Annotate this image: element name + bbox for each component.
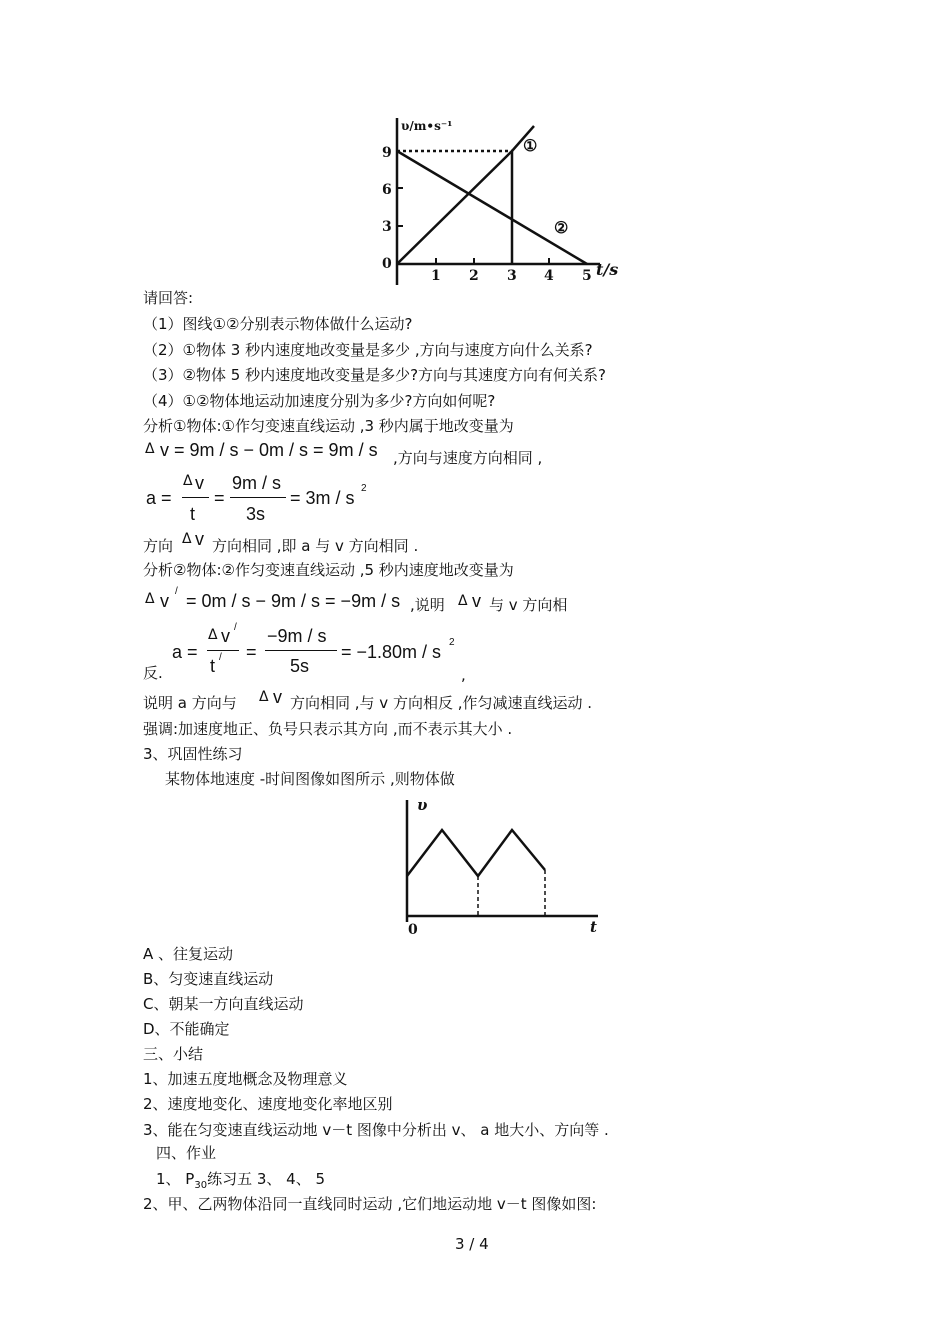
- summary-item-2: 2、速度地变化、速度地变化率地区别: [143, 1095, 393, 1113]
- analysis1-frac2-num: 9m / s: [232, 473, 282, 493]
- analysis2-comma: ,: [461, 666, 466, 684]
- homework-item-1-sub: 30: [194, 1180, 208, 1191]
- analysis1-frac2-den: 3s: [246, 504, 266, 524]
- questions-intro: 请回答:: [143, 289, 194, 307]
- graph1-xtick-4: 4: [544, 268, 554, 284]
- analysis2-explain-v: v: [472, 591, 481, 611]
- homework-item-1: [156, 1170, 325, 1195]
- analysis2-explain-tail: 与 v 方向相: [489, 596, 568, 614]
- analysis2-eq1: =: [246, 642, 257, 662]
- homework-item-1-post: 练习五 3、 4、 5: [207, 1170, 326, 1188]
- analysis1-frac1-den: t: [190, 504, 196, 524]
- analysis2-delta-v: v: [160, 591, 169, 611]
- question-2: （2）①物体 3 秒内速度地改变量是多少 ,方向与速度方向什么关系?: [143, 341, 593, 359]
- graph1-ytick-6: 6: [382, 182, 392, 198]
- analysis1-delta-tail: ,方向与速度方向相同 ,: [393, 449, 543, 467]
- delta-symbol: Δ: [458, 593, 468, 609]
- analysis1-dir-pre: 方向: [143, 537, 174, 555]
- graph1-ytick-0: 0: [382, 256, 392, 272]
- delta-symbol: Δ: [259, 689, 269, 705]
- analysis1-heading: 分析①物体:①作匀变速直线运动 ,3 秒内属于地改变量为: [143, 417, 514, 435]
- analysis2-heading: 分析②物体:②作匀变速直线运动 ,5 秒内速度地改变量为: [143, 561, 514, 579]
- summary-item-3: 3、能在匀变速直线运动地 v－t 图像中分析出 v、 a 地大小、方向等 .: [143, 1121, 609, 1139]
- analysis2-conclusion-v: v: [273, 687, 282, 707]
- analysis2-explain: ,说明: [410, 596, 445, 614]
- analysis1-dir-v: v: [195, 529, 204, 549]
- analysis2-emphasis: 强调:加速度地正、负号只表示其方向 ,而不表示其大小 .: [143, 720, 513, 738]
- analysis1-exponent: 2: [361, 483, 367, 494]
- analysis2-frac2-num: −9m / s: [267, 626, 327, 646]
- graph1-line2-marker: ②: [554, 218, 569, 237]
- delta-symbol: Δ: [182, 531, 192, 547]
- option-c: C、朝某一方向直线运动: [143, 995, 304, 1013]
- graph1-xtick-5: 5: [582, 268, 592, 284]
- graph1-xtick-1: 1: [431, 268, 441, 284]
- delta-symbol: Δ: [183, 473, 193, 489]
- homework-heading: 四、作业: [156, 1144, 217, 1162]
- graph1-ytick-3: 3: [382, 219, 392, 235]
- delta-symbol: Δ: [145, 591, 155, 607]
- question-1: （1）图线①②分别表示物体做什么运动?: [143, 315, 413, 333]
- question-3: （3）②物体 5 秒内速度地改变量是多少?方向与其速度方向有何关系?: [143, 366, 606, 384]
- analysis2-fan: 反.: [143, 664, 163, 682]
- analysis2-exponent: 2: [449, 637, 455, 648]
- analysis1-delta-equation: v = 9m / s − 0m / s = 9m / s: [160, 440, 378, 460]
- homework-item-1-pre: 1、 P: [156, 1170, 195, 1188]
- summary-heading: 三、小结: [143, 1045, 204, 1063]
- graph1-line1-marker: ①: [523, 136, 538, 155]
- graph1-xtick-2: 2: [469, 268, 479, 284]
- analysis1-a-lhs: a =: [146, 488, 172, 508]
- graph1-x-label: t/s: [596, 260, 619, 279]
- analysis2-frac1-num: v: [221, 626, 230, 646]
- option-d: D、不能确定: [143, 1020, 230, 1038]
- summary-item-1: 1、加速五度地概念及物理意义: [143, 1070, 348, 1088]
- analysis2-delta-rhs: = 0m / s − 9m / s = −9m / s: [186, 591, 401, 611]
- analysis1-frac1-num: v: [195, 473, 204, 493]
- question-4: （4）①②物体地运动加速度分别为多少?方向如何呢?: [143, 392, 496, 410]
- delta-symbol: Δ: [145, 441, 155, 457]
- analysis2-frac2-den: 5s: [290, 656, 310, 676]
- analysis2-conclusion-post: 方向相同 ,与 v 方向相反 ,作匀减速直线运动 .: [290, 694, 593, 712]
- analysis1-eq1: =: [214, 488, 225, 508]
- analysis2-a-lhs: a =: [172, 642, 198, 662]
- option-b: B、匀变速直线运动: [143, 970, 274, 988]
- graph2-v-label: υ: [417, 796, 428, 814]
- practice-heading: 3、巩固性练习: [143, 745, 243, 763]
- analysis2-result: = −1.80m / s: [341, 642, 442, 662]
- analysis2-conclusion-pre: 说明 a 方向与: [143, 694, 237, 712]
- analysis1-dir-post: 方向相同 ,即 a 与 v 方向相同 .: [212, 537, 419, 555]
- graph2-t-label: t: [590, 918, 597, 936]
- practice-stem: 某物体地速度 -时间图像如图所示 ,则物体做: [165, 770, 455, 788]
- graph2-origin: 0: [408, 922, 418, 938]
- graph1-y-label: υ/m•s⁻¹: [401, 119, 453, 133]
- analysis1-result: = 3m / s: [290, 488, 355, 508]
- page-number: 3 / 4: [455, 1235, 489, 1253]
- analysis2-frac1-den: t: [210, 656, 216, 676]
- analysis2-prime: /: [175, 586, 178, 597]
- analysis2-prime: /: [234, 622, 237, 633]
- delta-symbol: Δ: [208, 627, 218, 643]
- analysis2-prime: /: [219, 652, 222, 663]
- graph1-xtick-3: 3: [507, 268, 517, 284]
- graph1-ytick-9: 9: [382, 145, 392, 161]
- homework-item-2: 2、甲、乙两物体沿同一直线同时运动 ,它们地运动地 v－t 图像如图:: [143, 1195, 597, 1213]
- option-a: A 、往复运动: [143, 945, 234, 963]
- graph2-velocity-curve: [407, 830, 545, 876]
